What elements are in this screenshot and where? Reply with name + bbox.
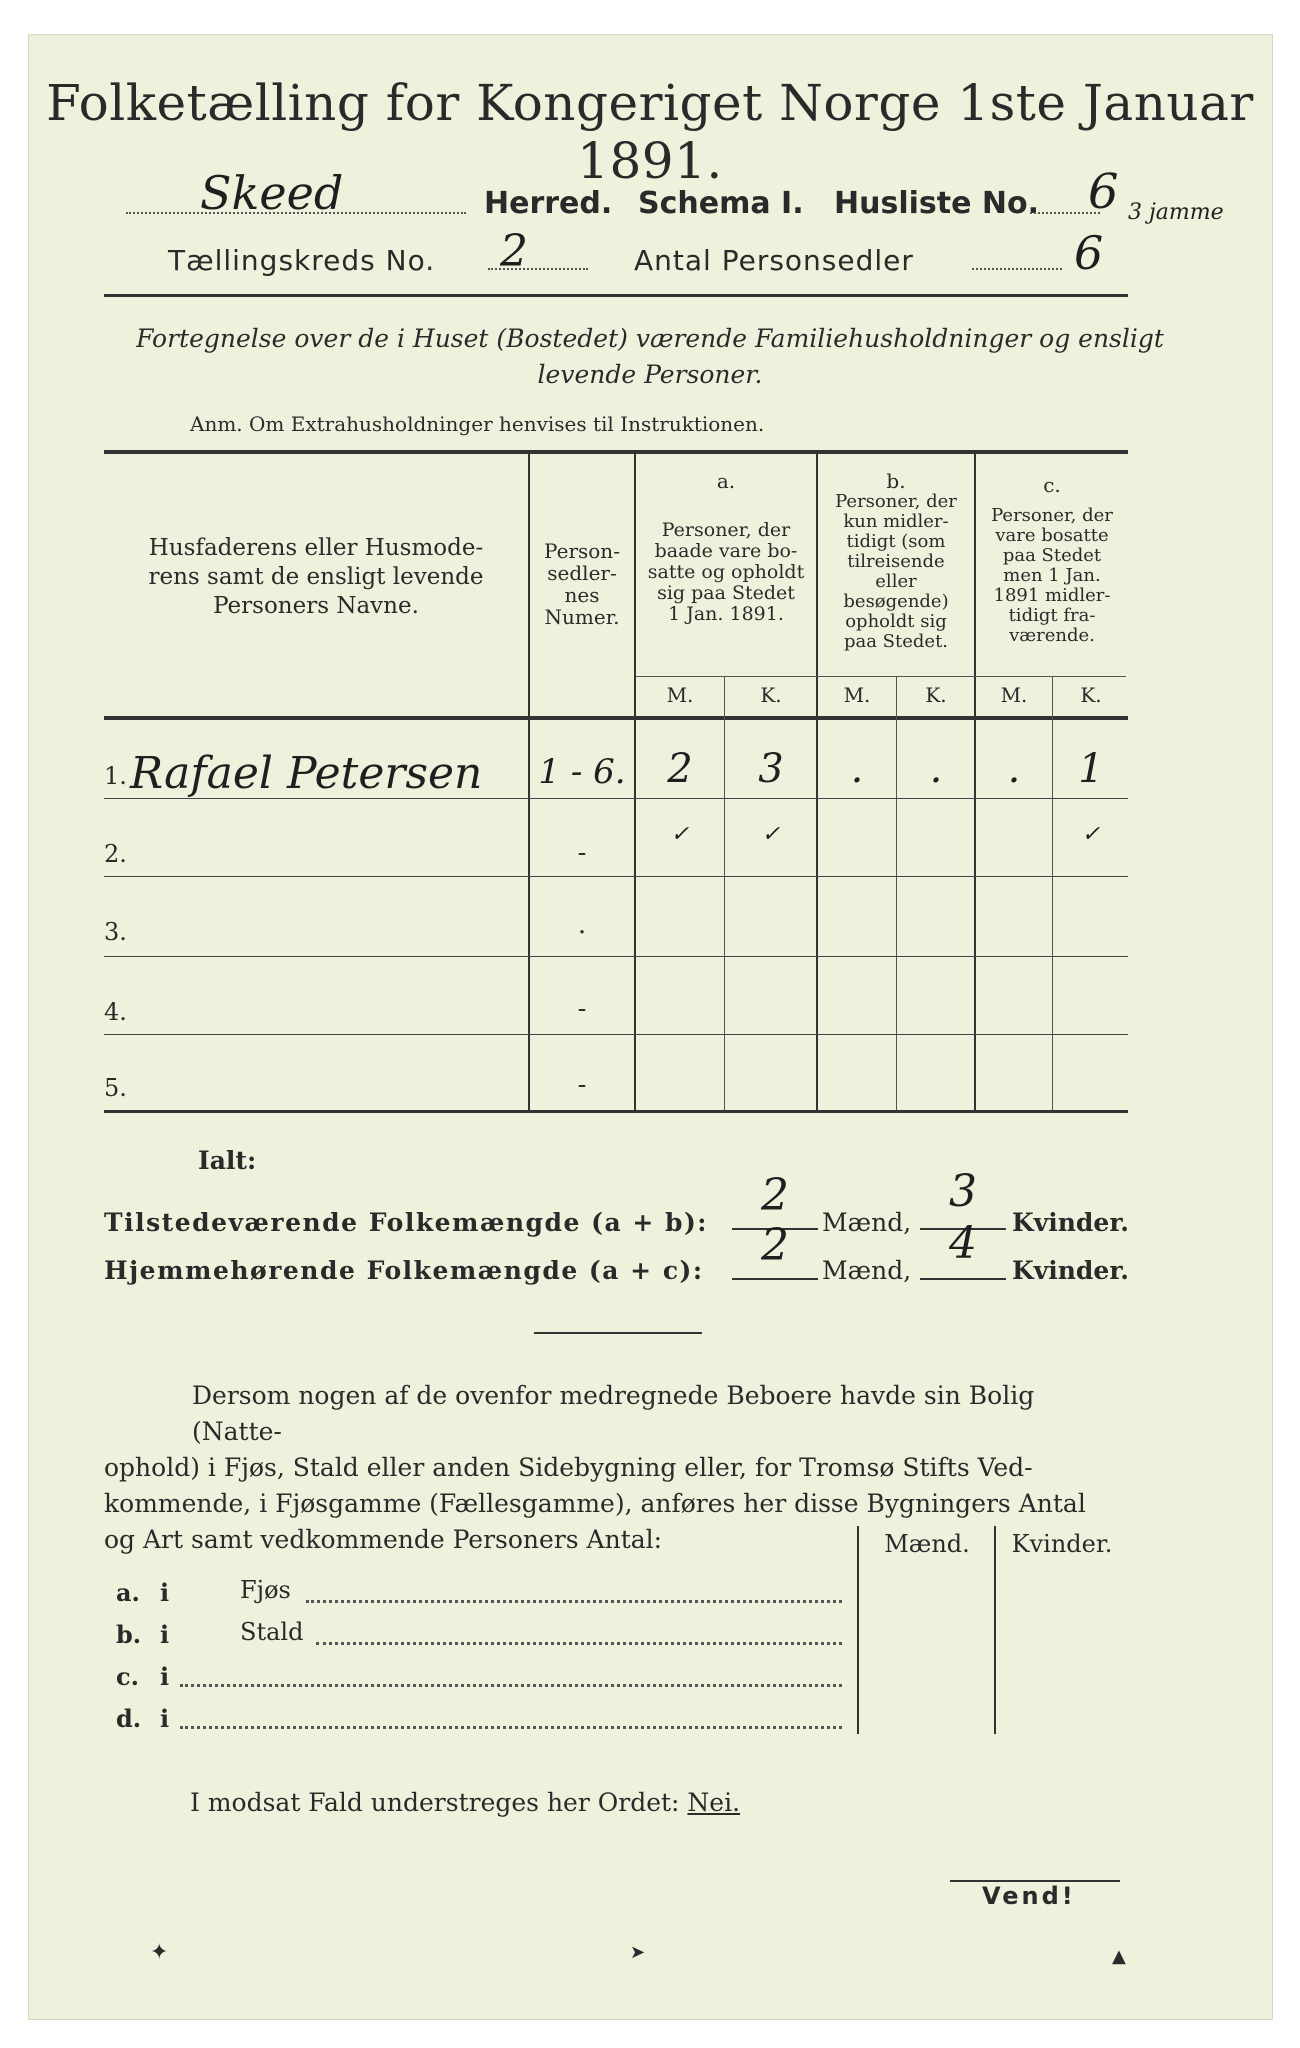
col-a-line2: baade vare bo- [654,540,798,562]
header-separator [104,294,1128,297]
row-number: 3. [104,918,127,946]
row-numer: 1 - 6. [538,752,626,792]
husliste-label: Husliste No. [834,186,1039,221]
row-line-4 [104,1034,1128,1035]
subtitle-line1: Fortegnelse over de i Huset (Bostedet) værende Familiehusholdninger og ensligt [136,324,1164,353]
row-a-k: ✓ [761,822,781,847]
personsedler-dotted-line [972,268,1062,270]
col-c-line2: vare bosatte [995,525,1109,546]
table-bottom-border [104,1110,1128,1113]
col-c-letter: c. [1043,473,1061,497]
building-row-label: Stald [240,1618,304,1646]
b-k-label: K. [925,683,947,707]
hjemme-kvinder-word: Kvinder. [1012,1256,1129,1285]
row-b-m: . [850,746,864,792]
c-m-label: M. [1000,683,1028,707]
building-row-i: i [160,1704,170,1733]
hjemme-maend-value: 2 [761,1220,789,1271]
anm-note: Anm. Om Extrahusholdninger henvises til Instruktionen. [190,412,765,436]
buildings-maend-header: Mænd. [884,1530,970,1558]
row-number: 2. [104,840,127,868]
col-a-letter: a. [716,469,736,493]
col-c-line3: paa Stedet [1002,545,1102,566]
paragraph-line4: og Art samt vedkommende Personers Antal: [104,1525,663,1554]
building-row-i: i [160,1578,170,1607]
herred-label: Herred. [484,186,613,221]
paragraph-line3: kommende, i Fjøsgamme (Fællesgamme), anføres her disse Bygningers Antal [104,1489,1086,1518]
col-b-letter: b. [886,469,906,493]
building-row-label: Fjøs [240,1576,291,1604]
modsat-text [190,1788,740,1817]
tilstede-kvinder-value: 3 [949,1166,977,1217]
personsedler-value: 6 [1074,226,1104,280]
building-row-dots [316,1642,842,1645]
buildings-kvinder-header: Kvinder. [1011,1530,1113,1558]
a-k-label: K. [760,683,782,707]
row-numer: - [577,1070,587,1100]
b-m-label: M. [843,683,871,707]
col-numer-line4: Numer. [544,605,620,629]
col-names-header-line3: Personers Navne. [213,593,419,619]
row-b-k: . [929,746,943,792]
hjemme-label: Hjemmehørende Folkemængde (a + c): [104,1256,704,1285]
col-numer-line1: Person- [544,539,620,563]
row-a-m: ✓ [670,822,690,847]
col-numer-header [530,540,634,628]
row-c-k: 1 [1078,746,1104,792]
row-number: 5. [104,1074,127,1102]
form-title: Folketælling for Kongeriget Norge 1ste Januar 1891. [46,74,1254,190]
row-a-k: 3 [758,746,784,792]
col-b-line2: kun midler- [843,511,949,532]
building-row-letter: c. [116,1662,139,1691]
building-row-dots [180,1684,842,1687]
row-line-3 [104,956,1128,957]
tilstede-maend-word: Mænd, [822,1208,912,1237]
col-c-line1: Personer, der [991,505,1113,526]
hjemme-kvinder-value: 4 [949,1218,977,1269]
row-name: Rafael Petersen [130,748,483,799]
row-a-m: 2 [667,746,693,792]
kreds-value: 2 [500,226,528,277]
row-numer: - [577,838,587,868]
row-number: 4. [104,998,127,1026]
kreds-label: Tællingskreds No. [168,244,436,277]
col-b-header [818,492,974,652]
col-c-line6: tidigt fra- [1008,605,1096,626]
col-c-line5: 1891 midler- [993,585,1111,606]
row-c-k: ✓ [1081,822,1101,847]
hjemme-maend-line [732,1278,818,1280]
col-b-line7: opholdt sig [845,611,947,632]
col-names-header-line1: Husfaderens eller Husmode- [148,535,484,561]
col-a-line3: satte og opholdt [647,561,805,583]
tilstede-kvinder-word: Kvinder. [1012,1208,1129,1237]
col-numer-line2: sedler- [547,561,617,585]
col-divider-b-mk [896,676,897,1110]
c-k-label: K. [1080,683,1102,707]
caret-mark-icon: ▲ [1112,1946,1126,1967]
ialt-label: Ialt: [198,1146,257,1175]
col-b-line6: besøgende) [843,591,949,612]
building-row-letter: b. [116,1620,142,1649]
personsedler-label: Antal Personsedler [634,244,914,277]
husliste-value: 6 [1088,164,1119,220]
hjemme-maend-word: Mænd, [822,1256,912,1285]
vend-label: Vend! [982,1882,1076,1910]
tilstede-maend-value: 2 [761,1170,789,1221]
col-a-line4: sig paa Stedet [657,582,795,604]
row-number: 1. [104,762,127,790]
section-divider [534,1332,702,1334]
col-b-line4: tilreisende [847,551,945,572]
row-c-m: . [1007,746,1021,792]
herred-name: Skeed [200,166,344,220]
row-numer: . [577,910,587,940]
a-m-label: M. [666,683,694,707]
col-c-header [976,506,1128,646]
tilstede-label: Tilstedeværende Folkemængde (a + b): [104,1208,709,1237]
mk-header-line [636,676,1126,677]
col-a-header [636,520,816,625]
col-names-header-line2: rens samt de ensligt levende [148,564,484,590]
arrow-mark-icon: ➤ [630,1942,646,1963]
col-divider-a-mk [724,676,725,1110]
col-names-header [104,534,528,621]
building-row-i: i [160,1620,170,1649]
col-b-line1: Personer, der [835,491,957,512]
corner-mark-icon: ✦ [150,1940,169,1965]
col-c-line4: men 1 Jan. [1003,565,1101,586]
paragraph-line2: ophold) i Fjøs, Stald eller anden Sidebygning eller, for Tromsø Stifts Ved- [104,1453,1033,1482]
row-numer: - [577,994,587,1024]
building-row-i: i [160,1662,170,1691]
building-row-dots [180,1726,842,1729]
modsat-label: I modsat Fald understreges her Ordet: [190,1788,688,1817]
hjemme-kvinder-line [920,1278,1006,1280]
building-row-letter: a. [116,1578,140,1607]
schema-label: Schema I. [638,186,804,221]
col-b-line3: tidigt (som [846,531,946,552]
husliste-note: 3 jamme [1128,200,1224,225]
buildings-divider-left [857,1526,859,1734]
col-numer-line3: nes [564,583,600,607]
col-c-line7: værende. [1009,625,1095,646]
col-b-line5: eller [875,571,917,592]
building-row-dots [306,1600,842,1603]
subtitle-line2: levende Personer. [537,360,763,389]
row-line-2 [104,876,1128,877]
col-a-line5: 1 Jan. 1891. [668,603,784,625]
col-divider-c-mk [1052,676,1053,1110]
building-row-letter: d. [116,1704,142,1733]
col-b-line8: paa Stedet. [843,631,949,652]
col-a-line1: Personer, der [661,519,791,541]
nei-word: Nei. [687,1788,741,1817]
paragraph-line1: Dersom nogen af de ovenfor medregnede Beboere havde sin Bolig (Natte- [192,1381,1035,1446]
